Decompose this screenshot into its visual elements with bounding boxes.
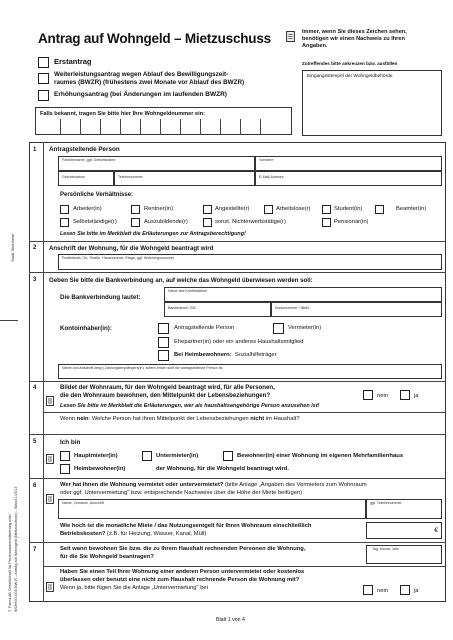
notice-line-1: Immer, wenn Sie dieses Zeichen sehen, (302, 29, 407, 35)
notice-line-2: benötigen wir einen Nachweis zu Ihren (302, 36, 405, 42)
section-1-title: Antragstellende Person (49, 146, 120, 153)
angestellte-label: Angestellte(r) (215, 206, 250, 212)
section-4-inner-rule (43, 412, 446, 413)
empfaenger-label: Name und Anschrift des(r) Zahlungsempfängers(in), sofern er/sie nicht die antragstellende Person ist. (62, 366, 224, 370)
erstantrag-checkbox[interactable] (38, 57, 49, 68)
section-2-title: Anschrift der Wohnung, für die Wohngeld beantragt wird (49, 245, 214, 252)
section-4-follow (60, 416, 300, 422)
section-4-divider (29, 434, 446, 435)
sidebar-city: Stadt Steinheim (10, 233, 15, 262)
fold-mark (0, 320, 18, 321)
section-4-follow-b: nein (76, 416, 89, 422)
pensionaer-checkbox[interactable] (322, 218, 331, 227)
section-4-document-icon (46, 396, 54, 406)
iban-label: Kontonummer / IBAN (275, 306, 309, 310)
antragst-checkbox[interactable] (158, 323, 169, 334)
geburtsdatum-field[interactable] (58, 171, 114, 186)
empfaenger-field[interactable] (58, 364, 442, 379)
section-4-number: 4 (33, 385, 37, 391)
section-3-title: Geben Sie bitte die Bankverbindung an, auf welche das Wohngeld überwiesen werden soll: (49, 277, 313, 284)
section-3-number: 3 (33, 277, 37, 283)
arbeitslos-label: Arbeitslose(r) (276, 206, 311, 212)
miete-q2-bold: Betriebskosten? (60, 531, 106, 537)
section-6-number: 6 (33, 483, 37, 489)
beamter-label: Beamter(in) (396, 206, 427, 212)
arbeiter-checkbox[interactable] (60, 205, 69, 214)
section-7-nein-checkbox[interactable] (363, 585, 373, 595)
rentner-label: Rentner(in) (144, 206, 173, 212)
selbst-label: Selbstständige(r) (73, 219, 117, 225)
section-7-q2: für die Sie Wohngeld beantragen? (60, 554, 154, 560)
arbeiter-label: Arbeiter(in) (73, 206, 102, 212)
vermieter-tel-field[interactable] (366, 499, 442, 519)
untermieter-checkbox[interactable] (142, 451, 152, 461)
section-2-number: 2 (33, 245, 37, 251)
section-6-document-icon (46, 494, 54, 504)
hauptmieter-checkbox[interactable] (60, 451, 70, 461)
section-7-q2-3: Wenn ja, bitte fügen Sie die Anlage „Untervermietung" bei (60, 585, 208, 591)
sonst-checkbox[interactable] (203, 218, 212, 227)
azubi-label: Auszubildende(r) (144, 219, 188, 225)
vorname-field[interactable] (255, 156, 442, 171)
untermieter-label: Untermieter(in) (156, 453, 199, 459)
heim-label-rest: Sozialhilfeträger (235, 352, 277, 358)
hauptmieter-label: Hauptmieter(in) (74, 453, 118, 459)
section-4-follow-c: : Welche Person hat ihren Mittelpunkt der Lebensbeziehungen (88, 416, 249, 422)
number-column-divider (43, 142, 44, 602)
beamter-checkbox[interactable] (375, 205, 384, 214)
section-4-hint: Lesen Sie bitte im Merkblatt die Erläuterungen, wer als haushaltsangehörige Person anzusehen ist! (60, 403, 320, 409)
vorname-label: Vorname (259, 158, 274, 162)
bewohner-checkbox[interactable] (223, 451, 233, 461)
section-4-follow-d: nicht (250, 416, 265, 422)
section-5-document-icon (46, 454, 54, 464)
email-field[interactable] (255, 171, 442, 186)
section-7-q2-1: Haben Sie einen Teil Ihrer Wohnung einer anderen Person untervermietet oder kostenlos (60, 569, 305, 575)
anschrift-label: Postleitzahl, Ort, Straße, Hausnummer, Etage, ggf. Wohnungsnummer (62, 256, 175, 260)
antragst-label: Antragstellende Person (174, 325, 235, 331)
angestellte-checkbox[interactable] (203, 205, 212, 214)
section-4-q2: die den Wohnraum bewohnen, den Mittelpunkt der Lebensbeziehungen? (60, 392, 271, 399)
erhoehung-checkbox[interactable] (38, 90, 49, 101)
sonst-label: sonst. Nichterwerbstätige(r) (215, 219, 286, 225)
section-4-ja-checkbox[interactable] (400, 390, 410, 400)
section-4-ja-label: ja (414, 393, 419, 399)
section-7-q1: Seit wann bewohnen Sie bzw. die zu Ihrem Haushalt rechnenden Personen die Wohnung, (60, 546, 306, 552)
bank-label: Die Bankverbindung lautet: (60, 294, 141, 301)
section-7-document-icon (46, 582, 54, 592)
heimbewohner-checkbox[interactable] (60, 464, 70, 474)
section-7-number: 7 (33, 547, 37, 553)
miete-q1: Wie hoch ist die monatliche Miete / das Nutzungsentgelt für Ihren Wohnraum einschließlich (60, 523, 312, 529)
weiterleistung-checkbox[interactable] (38, 73, 49, 84)
section-6-q-rest1: (bitte Anlage „Angaben des Vermieters zum Wohnraum (223, 482, 367, 488)
section-6-q-bold: Wer hat Ihnen die Wohnung vermietet oder untervermietet? (60, 482, 224, 488)
persoenlich-label: Persönliche Verhältnisse: (60, 192, 134, 198)
familienname-field[interactable] (58, 156, 255, 171)
euro-sign: € (434, 527, 438, 534)
heimbewohner-label: Heimbewohner(in) (74, 466, 126, 472)
ehepartner-checkbox[interactable] (158, 337, 169, 348)
section-1-number: 1 (33, 147, 37, 153)
wohngeldnummer-label: Falls bekannt, tragen Sie bitte hier Ihre Wohngeldnummer ein: (40, 111, 205, 117)
miete-amount-field[interactable] (366, 522, 442, 539)
section-5-title: Ich bin (60, 439, 81, 446)
heim-checkbox[interactable] (158, 350, 169, 361)
section-4-nein-label: nein (377, 393, 388, 399)
telefon-field[interactable] (114, 171, 255, 186)
form-title: Antrag auf Wohngeld – Mietzuschuss (38, 31, 271, 46)
student-checkbox[interactable] (322, 205, 331, 214)
email-label: E-Mail-Adresse (259, 175, 284, 179)
selbst-checkbox[interactable] (60, 218, 69, 227)
geburtsdatum-label: Geburtsdatum (62, 175, 85, 179)
familienname-label: Familienname, ggf. Geburtsname (62, 158, 116, 162)
vermieter-tel-label: ggf. Telefonnummer (370, 501, 402, 505)
section-1-hint: Lesen Sie bitte im Merkblatt die Erläuterungen zur Antragsberechtigung! (60, 231, 246, 237)
kreditinstitut-field[interactable] (164, 287, 442, 302)
section-5-divider (29, 478, 446, 479)
bewohner-label: Bewohner(in) einer Wohnung im eigenen Mehrfamilienhaus (237, 453, 404, 459)
kreditinstitut-label: Name des Kreditinstitute (168, 289, 208, 293)
section-7-inner-rule (43, 566, 446, 567)
seit-wann-field[interactable] (366, 545, 442, 564)
miete-q2-rest: (z.B. für Heizung, Wasser, Kanal, Müll) (105, 531, 207, 537)
stamp-box (302, 70, 442, 136)
inhaber-label: Kontoinhaber(in): (60, 325, 112, 332)
seit-wann-label: Tag, Monat, Jahr (372, 547, 399, 551)
section-7-q2-2: überlassen oder benutzt eine nicht zum Haushalt rechnende Person die Wohnung mit? (60, 577, 300, 583)
anschrift-field[interactable] (58, 254, 442, 270)
vermieter-label: Vermieter(in) (288, 325, 322, 331)
section-7-ja-label: ja (414, 588, 419, 594)
section-3-divider (29, 381, 446, 382)
iban-field[interactable] (271, 302, 442, 317)
section-7-nein-label: nein (377, 588, 388, 594)
ehepartner-label: Ehepartner(in) oder ein anderes Haushaltsmitglied (174, 339, 304, 345)
heim-label-bold: Bei Heimbewohnern: (174, 352, 232, 358)
section-5-number: 5 (33, 439, 37, 445)
vermieter-checkbox[interactable] (273, 323, 284, 334)
section-2-divider (29, 272, 446, 273)
notice-line-3: Angaben. (302, 43, 328, 49)
azubi-checkbox[interactable] (131, 218, 140, 227)
weiterleistung-label-1: Weiterleistungsantrag wegen Ablauf des Bewilligungszeit- (54, 71, 229, 78)
section-6-divider (29, 542, 446, 543)
section-4-follow-a: Wenn (60, 416, 76, 422)
sidebar-brand-1: © FormLAB Gesellschaft für Prozessautomatisierung mbH (8, 513, 12, 612)
erhoehung-label: Erhöhungsantrag (bei Änderungen im laufenden BWZR) (54, 91, 227, 98)
arbeitslos-checkbox[interactable] (264, 205, 273, 214)
stamp-label: Eingangsstempel der Wohngeldbehörde (307, 74, 393, 79)
proof-document-icon (286, 31, 295, 42)
page-indicator: Blatt 1 von 4 (216, 617, 245, 623)
student-label: Student(in) (334, 206, 363, 212)
section-4-follow-e: im Haushalt? (265, 416, 300, 422)
erstantrag-label: Erstantrag (54, 57, 92, 66)
wohngeldnummer-box[interactable] (35, 107, 292, 135)
section-7-ja-checkbox[interactable] (400, 585, 410, 595)
rentner-checkbox[interactable] (131, 205, 140, 214)
vermieter-name-label: Name, Vorname, Anschrift (62, 501, 104, 505)
tick-hint: Zutreffendes bitte ankreuzen bzw. ausfüllen (302, 61, 398, 66)
vermieter-name-field[interactable] (58, 499, 366, 519)
section-6-q-rest2: oder ggf. Untervermietung" bzw. entsprechende Nachweise über die Höhe der Miete beifügen) (60, 490, 303, 496)
bic-label: Bankleitzahl / BIC (168, 306, 197, 310)
section-5-tail: der Wohnung, für die Wohngeld beantragt wird. (156, 466, 289, 472)
miete-q2 (60, 531, 206, 537)
sidebar-brand-2: WOHNG-004-NW-R - Antrag auf Wohngeld (Mietzuschuss) - Stand 1/2013 (14, 486, 18, 612)
section-4-nein-checkbox[interactable] (363, 390, 373, 400)
section-6-q1 (60, 482, 367, 488)
bic-field[interactable] (164, 302, 271, 317)
pensionaer-label: Pensionär(in) (334, 219, 369, 225)
telefon-label: Telefonnummer (118, 175, 143, 179)
weiterleistung-label-2: raumes (BWZR) (frühestens zwei Monate vor Ablauf des BWZR) (54, 79, 245, 86)
section-4-q1: Bildet der Wohnraum, für den Wohngeld beantragt wird, für alle Personen, (60, 384, 275, 391)
section-1-divider (29, 241, 446, 242)
